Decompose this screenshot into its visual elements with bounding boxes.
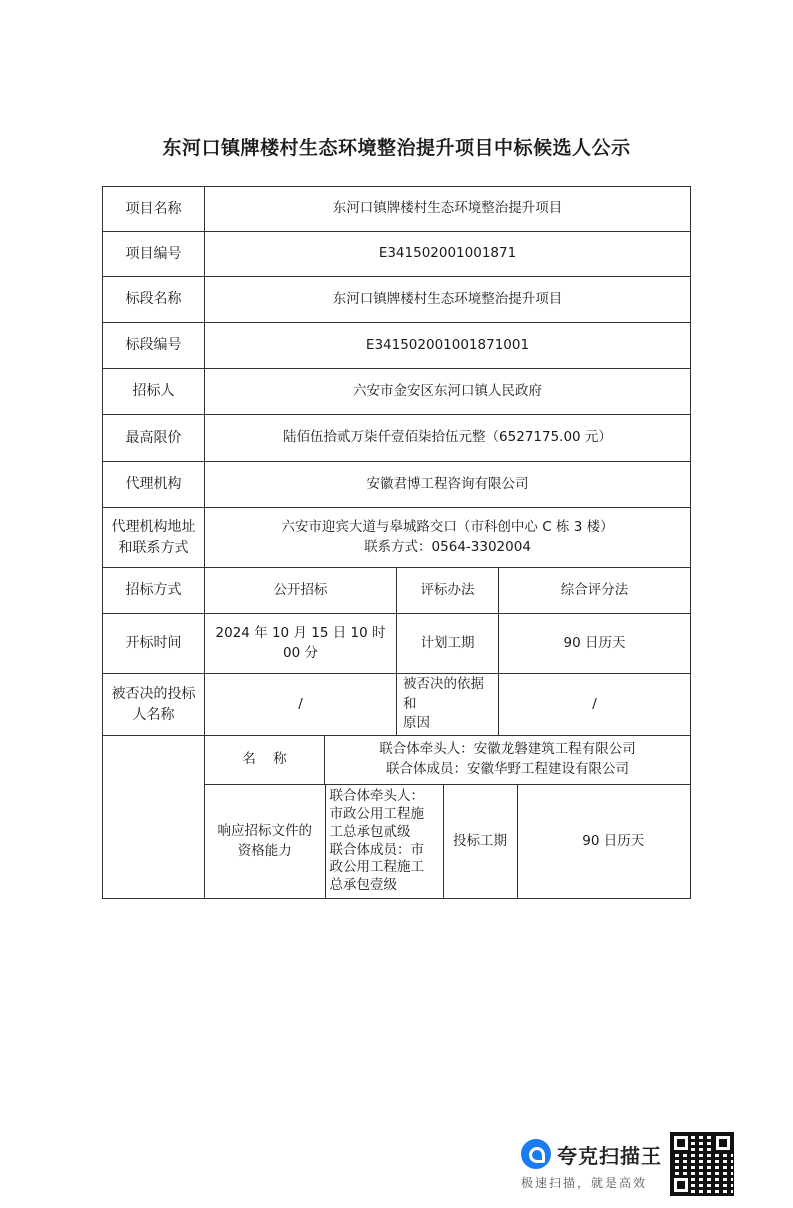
value-section-name: 东河口镇牌楼村生态环境整治提升项目 xyxy=(205,277,691,323)
value-qualification xyxy=(325,785,443,898)
label-section-name: 标段名称 xyxy=(103,277,205,323)
row-candidate-name xyxy=(103,736,691,785)
row-section-no xyxy=(103,323,691,369)
value-agency: 安徽君博工程咨询有限公司 xyxy=(205,462,691,508)
value-opening-time: 2024 年 10 月 15 日 10 时 00 分 xyxy=(205,614,397,674)
value-candidate-name xyxy=(325,736,691,785)
scanner-watermark xyxy=(519,1133,737,1195)
label-eval-method: 评标办法 xyxy=(397,568,499,614)
qr-code-icon xyxy=(671,1133,733,1195)
label-project-name: 项目名称 xyxy=(103,187,205,232)
value-method: 公开招标 xyxy=(205,568,397,614)
announcement-table xyxy=(102,186,691,899)
qualification-line: 总承包壹级 xyxy=(329,877,397,894)
label-agency-contact xyxy=(103,508,205,568)
label-rejected xyxy=(103,674,205,736)
qualification-line: 联合体牵头人： xyxy=(329,788,424,805)
row-project-name xyxy=(103,187,691,232)
label-qualification xyxy=(205,785,325,898)
candidate-lead: 联合体牵头人：安徽龙磐建筑工程有限公司 xyxy=(379,741,636,758)
row-tenderer xyxy=(103,369,691,415)
value-rejection-basis: / xyxy=(499,674,691,736)
label-candidate-name: 名 称 xyxy=(205,736,325,785)
row-method xyxy=(103,568,691,614)
qualification-line: 市政公用工程施 xyxy=(329,805,424,822)
row-opening xyxy=(103,614,691,674)
label-planned-period: 计划工期 xyxy=(397,614,499,674)
qualification-line: 政公用工程施工 xyxy=(329,859,424,876)
label-rejection-basis-line1: 被否决的依据和 xyxy=(403,676,484,712)
label-rejection-basis xyxy=(397,674,499,736)
candidate-member: 联合体成员：安徽华野工程建设有限公司 xyxy=(386,761,629,777)
qualification-line: 联合体成员：市 xyxy=(329,841,424,858)
agency-address: 六安市迎宾大道与皋城路交口（市科创中心 C 栋 3 楼） xyxy=(281,518,614,535)
scan-app-icon xyxy=(521,1139,551,1169)
label-qualification-line2: 资格能力 xyxy=(237,842,292,859)
value-project-no: E341502001001871 xyxy=(205,232,691,277)
qualification-table xyxy=(205,785,709,898)
label-method: 招标方式 xyxy=(103,568,205,614)
value-tenderer: 六安市金安区东河口镇人民政府 xyxy=(205,369,691,415)
value-section-no: E341502001001871001 xyxy=(205,323,691,369)
label-bid-period: 投标工期 xyxy=(443,785,517,898)
label-opening-time: 开标时间 xyxy=(103,614,205,674)
row-project-no xyxy=(103,232,691,277)
value-bid-period: 90 日历天 xyxy=(517,785,709,898)
label-project-no: 项目编号 xyxy=(103,232,205,277)
page-title: 东河口镇牌楼村生态环境整治提升项目中标候选人公示 xyxy=(162,137,631,159)
scanner-slogan: 极速扫描，就是高效 xyxy=(521,1176,648,1190)
label-agency-contact-line2: 和联系方式 xyxy=(118,539,189,556)
candidate-blank-cell xyxy=(103,736,205,899)
qualification-line: 工总承包贰级 xyxy=(329,823,411,840)
row-rejected xyxy=(103,674,691,736)
row-section-name xyxy=(103,277,691,323)
value-eval-method: 综合评分法 xyxy=(499,568,691,614)
value-agency-contact xyxy=(205,508,691,568)
label-agency-contact-line1: 代理机构地址 xyxy=(111,519,196,536)
value-price-limit: 陆佰伍拾贰万柒仟壹佰柒拾伍元整（6527175.00 元） xyxy=(205,415,691,462)
value-project-name: 东河口镇牌楼村生态环境整治提升项目 xyxy=(205,187,691,232)
value-rejected: / xyxy=(205,674,397,736)
scanner-brand: 夸克扫描王 xyxy=(557,1144,662,1168)
label-tenderer: 招标人 xyxy=(103,369,205,415)
value-planned-period: 90 日历天 xyxy=(499,614,691,674)
row-agency-contact xyxy=(103,508,691,568)
row-agency xyxy=(103,462,691,508)
label-rejected-line2: 人名称 xyxy=(132,706,175,723)
label-rejection-basis-line2: 原因 xyxy=(403,715,430,732)
row-price-limit xyxy=(103,415,691,462)
label-qualification-line1: 响应招标文件的 xyxy=(217,822,312,839)
agency-phone: 联系方式：0564-3302004 xyxy=(364,538,531,555)
label-rejected-line1: 被否决的投标 xyxy=(111,686,196,703)
label-section-no: 标段编号 xyxy=(103,323,205,369)
qualification-cell xyxy=(205,785,691,899)
label-agency: 代理机构 xyxy=(103,462,205,508)
label-price-limit: 最高限价 xyxy=(103,415,205,462)
